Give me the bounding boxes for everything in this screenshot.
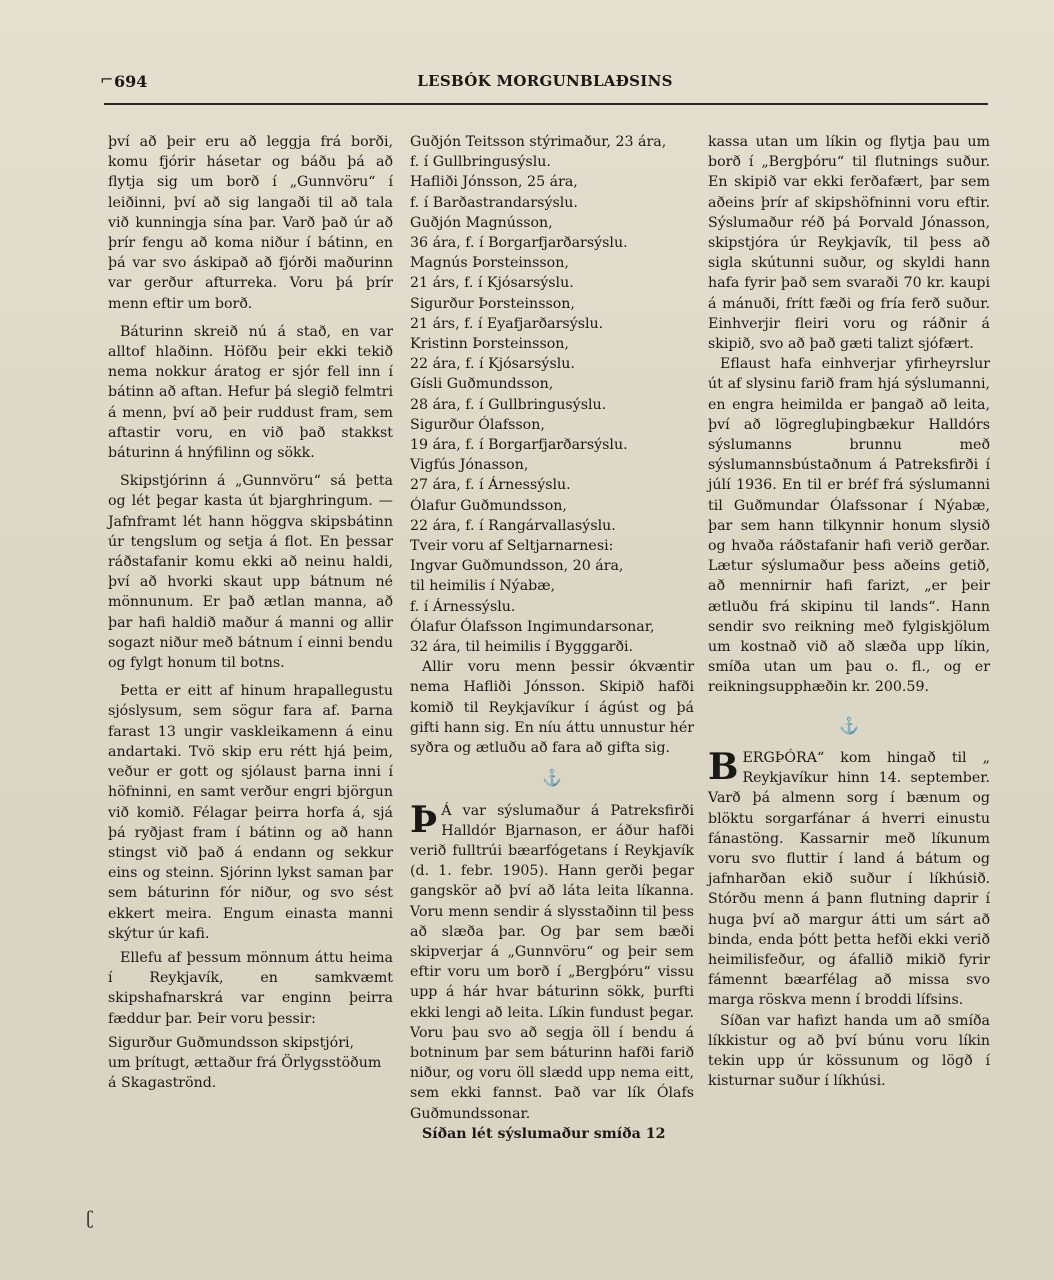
drop-cap: B bbox=[708, 745, 739, 788]
crew-details: um þrítugt, ættaður frá Örlygsstöðum á Skagaströnd. bbox=[108, 1054, 382, 1092]
crew-details: 21 árs, f. í Eyafjarðarsýslu. bbox=[410, 315, 604, 332]
paragraph: Eflaust hafa einhverjar yfirheyrslur út af slysinu farið fram hjá sýslumanni, en engra heimilda er þangað að leita, því að lögregluþingbækur Halldórs sýslumanns brunnu með sýslumannsbústaðnum á Patreksfirði í júlí 1936. En til er bréf frá sýslumanni til Guðmundar Ólafssonar í Nýabæ, þar sem hann tilkynnir honum slysið og hvaða ráðstafanir hafi verið gerðar. Lætur sýslumaður þess aðeins getið, að mennirnir hafi farizt, „er þeir ætluðu frá skipinu til lands“. Hann sendir svo reikning með fylgiskjölum um kostnað við að slæða upp líkin, smíða utan um þau o. fl., og er reikningsupphæðin kr. 200.59. bbox=[708, 356, 990, 696]
crew-subheading: Tveir voru af Seltjarnarnesi: bbox=[410, 538, 614, 555]
drop-cap: Þ bbox=[410, 798, 438, 841]
page-corner-mark: ⌐ bbox=[100, 70, 114, 89]
crew-name: Guðjón Teitsson stýrimaður, 23 ára, bbox=[410, 134, 667, 150]
crew-details: 22 ára, f. í Rangárvallasýslu. bbox=[410, 517, 616, 534]
paragraph: Allir voru menn þessir ókvæntir nema Hafliði Jónsson. Skipið hafði komið til Reykjavíkur í ágúst og þá gifti hann sig. En níu áttu unnustur hér syðra og ætluðu að fara að gifta sig. bbox=[410, 659, 694, 757]
crew-details: 32 ára, til heimilis í Bygggarði. bbox=[410, 639, 634, 656]
crew-name: Kristinn Þorsteinsson, bbox=[410, 336, 569, 353]
paragraph bbox=[410, 798, 694, 1124]
crew-name: Ólafur Guðmundsson, bbox=[410, 497, 567, 514]
running-head: LESBÓK MORGUNBLAÐSINS bbox=[417, 72, 673, 90]
crew-name: Ingvar Guðmundsson, 20 ára, bbox=[410, 558, 624, 575]
crew-name: Magnús Þorsteinsson, bbox=[410, 255, 569, 272]
page-edge-mark: ʗ bbox=[86, 1208, 94, 1229]
page-header bbox=[100, 72, 990, 98]
crew-details: f. í Árnessýslu. bbox=[410, 598, 516, 615]
crew-details: f. í Gullbringusýslu. bbox=[410, 154, 551, 171]
crew-details: 21 árs, f. í Kjósarsýslu. bbox=[410, 275, 574, 292]
paragraph bbox=[708, 745, 990, 1011]
crew-name: Hafliði Jónsson, 25 ára, bbox=[410, 174, 578, 191]
crew-details: 19 ára, f. í Borgarfjarðarsýslu. bbox=[410, 437, 628, 454]
paragraph: Ellefu af þessum mönnum áttu heima í Reykjavík, en samkvæmt skipshafnarskrá var enginn þeirra fæddur þar. Þeir voru þessir: bbox=[108, 949, 393, 1027]
crew-details: til heimilis í Nýabæ, bbox=[410, 578, 556, 595]
crew-details: 27 ára, f. í Árnessýslu. bbox=[410, 477, 571, 494]
section-separator-anchor-icon: ⚓ bbox=[839, 715, 859, 735]
crew-details: 36 ára, f. í Borgarfjarðarsýslu. bbox=[410, 235, 628, 252]
crew-name: Vigfús Jónasson, bbox=[410, 457, 529, 474]
crew-name: Sigurður Guðmundsson skipstjóri, bbox=[108, 1034, 355, 1051]
page-number: 694 bbox=[114, 72, 148, 91]
crew-name: Guðjón Magnússon, bbox=[410, 214, 553, 231]
crew-name: Sigurður Ólafsson, bbox=[410, 416, 545, 433]
paragraph: Báturinn skreið nú á stað, en var alltof hlaðinn. Höfðu þeir ekki tekið nema nokkur áratog er sjór fell inn í bátinn að aftan. Hefur þá slegið felmtri á menn, því að þeir ruddust fram, sem aftastir voru, en við það stakkst báturinn á hnýfilinn og sökk. bbox=[108, 323, 393, 462]
paragraph: Þetta er eitt af hinum hrapallegustu sjóslysum, sem sögur fara af. Þarna farast 13 ungir vaskleikamenn á einu andartaki. Tvö skip eru rétt hjá þeim, veður er gott og sjólaust þarna inni í höfninni, en samt verður engri björgun við komið. Félagar þeirra horfa á, sjá þá ryðjast fram í bátinn og að hann stingst við það á endann og sekkur eins og steinn. Sjórinn lykst saman þar sem báturinn fór niður, og svo sést ekkert meira. Engum einasta manni skýtur úr kafi. bbox=[108, 683, 393, 942]
crew-details: 28 ára, f. í Gullbringusýslu. bbox=[410, 396, 607, 413]
crew-details: f. í Barðastrandarsýslu. bbox=[410, 194, 578, 211]
column-2 bbox=[410, 132, 694, 1144]
section-separator-anchor-icon: ⚓ bbox=[542, 768, 562, 788]
paragraph-text: Á var sýslumaður á Patreksfirði Halldór Bjarnason, er áður hafði verið fulltrúi bæarfógetans í Reykjavík (d. 1. febr. 1905). Hann gerði þegar gangskör að því að láta leita líkanna. Voru menn sendir á slysstaðinn til þess að slæða þar. Og þar sem bæði skipverjar á „Gunnvöru“ og þeir sem eftir voru um borð í „Bergþóru“ vissu upp á hár hvar báturinn sökk, þurfti ekki lengi að leita. Líkin fundust þegar. Voru þau svo að segja öll í bendu á botninum þar sem báturinn hafði farið niður, og voru öll slædd upp nema eitt, sem ekki fannst. Það var lík Ólafs Guðmundssonar. bbox=[410, 802, 694, 1122]
crew-name: Gísli Guðmundsson, bbox=[410, 376, 554, 393]
crew-name: Sigurður Þorsteinsson, bbox=[410, 295, 575, 312]
paragraph: Síðan var hafizt handa um að smíða líkkistur og að því búnu voru líkin tekin upp úr kössunum og lögð í kisturnar suður í líkhúsi. bbox=[708, 1012, 990, 1090]
column-3 bbox=[708, 132, 990, 1091]
header-rule bbox=[104, 103, 988, 105]
paragraph: Síðan lét sýslumaður smíða 12 bbox=[422, 1125, 666, 1142]
paragraph: kassa utan um líkin og flytja þau um borð í „Bergþóru“ til flutnings suður. En skipið var ekki ferðafært, þar sem aðeins þrír af skipshöfninni voru eftir. Sýslumaður réð þá Þorvald Jónasson, skipstjóra úr Reykjavík, til þess að sigla skútunni suður, og skyldi hann hafa fyrir það sem svaraði 70 kr. kaupi á mánuði, frítt fæði og fría ferð suður. Einhverjir fleiri voru og ráðnir á skipið, svo að það gæti talizt sjófært. bbox=[708, 134, 990, 353]
column-1 bbox=[108, 132, 393, 1093]
paragraph-text: ERGÞÓRA“ kom hingað til „ Reykjavíkur hinn 14. september. Varð þá almenn sorg í bænum og blöktu sorgarfánar á hverri einustu fánastöng. Kassarnir með líkunum voru svo fluttir í land á bátum og jafnharðan ekið suður í líkhúsið. Stórðu menn á þann flutning daprir í huga því að margur átti um sárt að binda, enda þótt þetta hefði ekki verið heimilisfeður, og áfallið mikið fyrir fámennt bæarfélag að missa svo marga röskva menn í broddi lífsins. bbox=[708, 749, 990, 1009]
paragraph: Skipstjórinn á „Gunnvöru“ sá þetta og lét þegar kasta út bjarghringum. — Jafnframt lét hann höggva skipsbátinn úr tengslum og setja á flot. En þessar ráðstafanir komu ekki að neinu haldi, því að hvorki skaut upp bátnum né mönnunum. Er það ætlan manna, að þar hafi haldið maður á manni og allir sogazt niður með bátnum í einni bendu og fylgt honum til botns. bbox=[108, 473, 393, 672]
paragraph: því að þeir eru að leggja frá borði, komu fjórir hásetar og báðu þá að flytja sig um borð í „Gunnvöru“ í leiðinni, því að sig langaði til að tala við kunningja sína þar. Varð það úr að þrír fengu að koma niður í bátinn, en þá var svo áskipað að fjórði maðurinn var gerður afturreka. Voru þá þrír menn eftir um borð. bbox=[108, 134, 393, 312]
crew-details: 22 ára, f. í Kjósarsýslu. bbox=[410, 356, 575, 373]
crew-name: Ólafur Ólafsson Ingimundarsonar, bbox=[410, 618, 655, 635]
